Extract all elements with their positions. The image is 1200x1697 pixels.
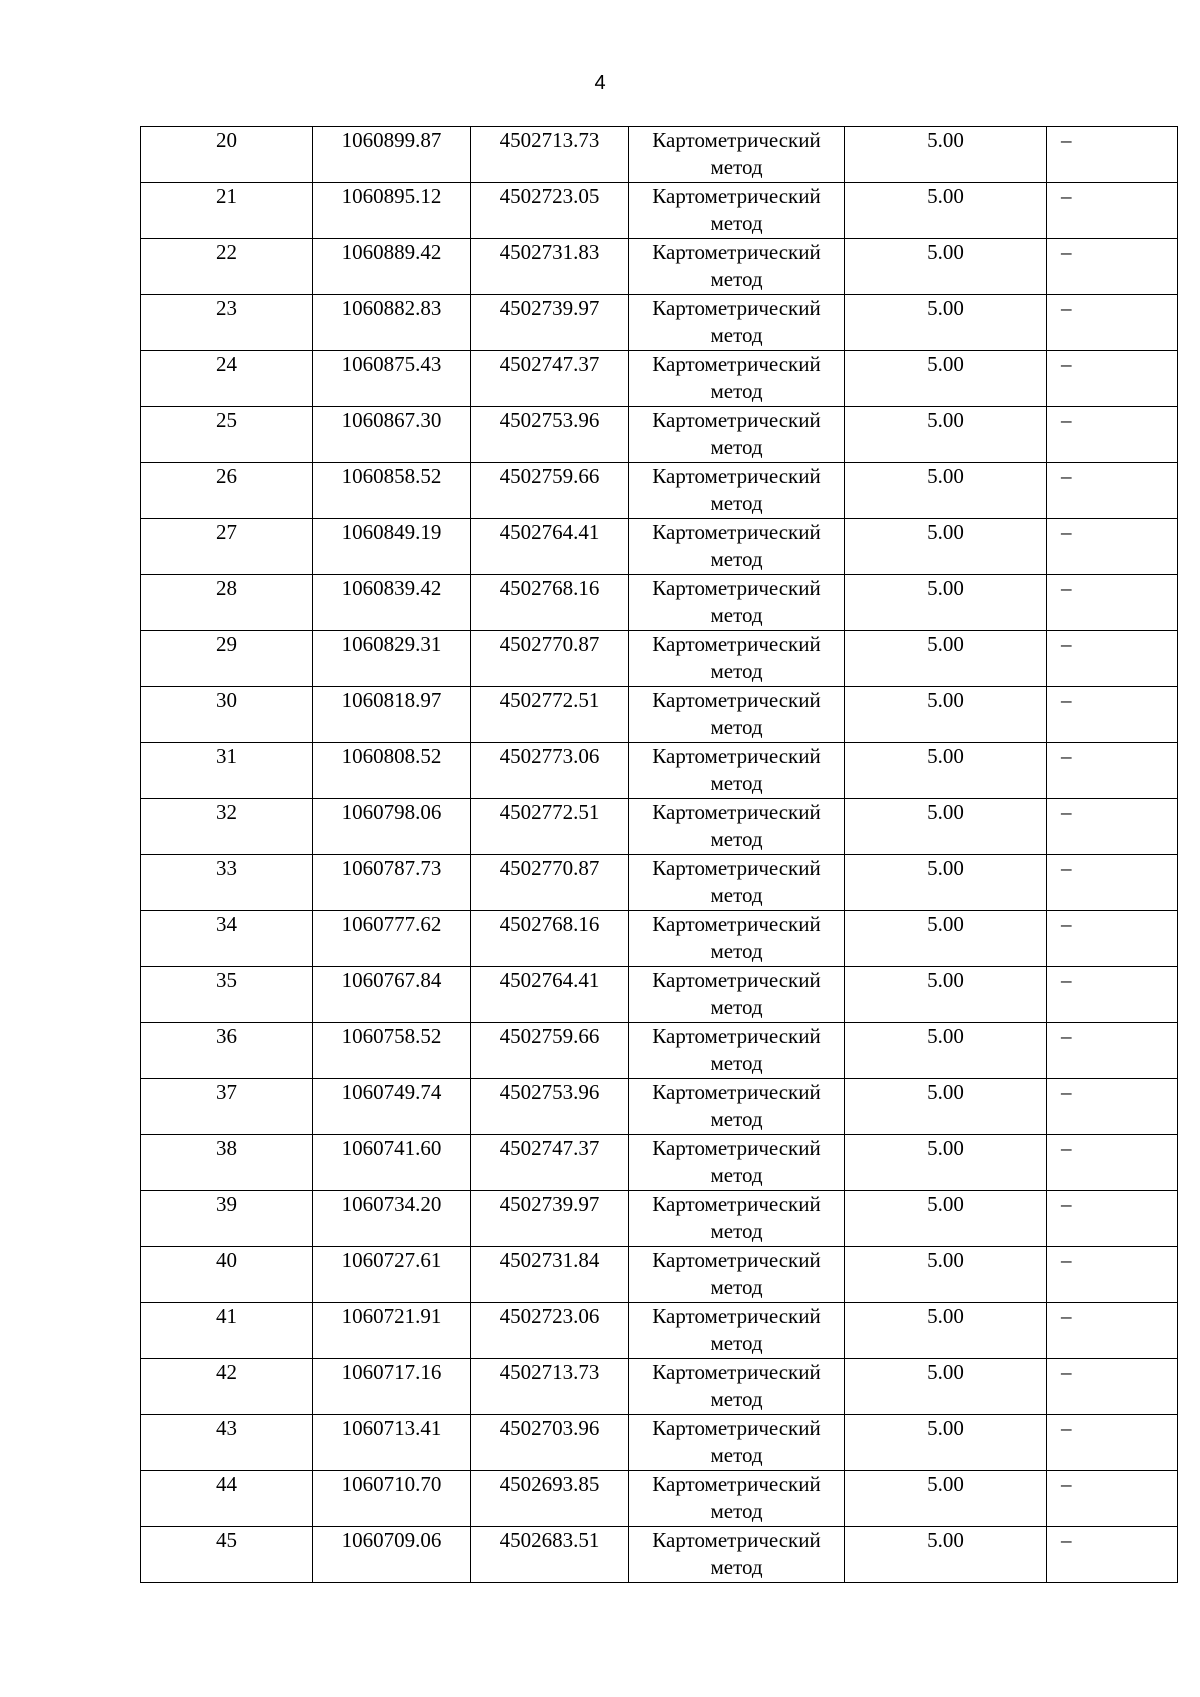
note-cell: –: [1047, 1303, 1178, 1359]
method-line-1: Картометрический: [652, 184, 821, 208]
method-cell: [629, 687, 845, 743]
method-line-1: Картометрический: [652, 464, 821, 488]
method-cell: [629, 799, 845, 855]
x-coordinate-cell: 1060818.97: [313, 687, 471, 743]
x-coordinate-cell: 1060895.12: [313, 183, 471, 239]
method-line-1: Картометрический: [652, 968, 821, 992]
note-cell: –: [1047, 463, 1178, 519]
point-number-cell: 38: [141, 1135, 313, 1191]
note-cell: –: [1047, 687, 1178, 743]
table-row: [141, 911, 1178, 967]
accuracy-cell: 5.00: [845, 351, 1047, 407]
y-coordinate-cell: 4502772.51: [471, 687, 629, 743]
accuracy-cell: 5.00: [845, 687, 1047, 743]
note-cell: –: [1047, 1079, 1178, 1135]
accuracy-cell: 5.00: [845, 799, 1047, 855]
method-cell: [629, 519, 845, 575]
table-row: [141, 127, 1178, 183]
table-row: [141, 1527, 1178, 1583]
accuracy-cell: 5.00: [845, 1471, 1047, 1527]
method-line-1: Картометрический: [652, 1024, 821, 1048]
accuracy-cell: 5.00: [845, 407, 1047, 463]
method-cell: [629, 295, 845, 351]
method-line-1: Картометрический: [652, 240, 821, 264]
x-coordinate-cell: 1060710.70: [313, 1471, 471, 1527]
point-number-cell: 25: [141, 407, 313, 463]
point-number-cell: 23: [141, 295, 313, 351]
note-cell: –: [1047, 1359, 1178, 1415]
point-number-cell: 30: [141, 687, 313, 743]
x-coordinate-cell: 1060727.61: [313, 1247, 471, 1303]
x-coordinate-cell: 1060839.42: [313, 575, 471, 631]
x-coordinate-cell: 1060713.41: [313, 1415, 471, 1471]
table-row: [141, 351, 1178, 407]
accuracy-cell: 5.00: [845, 1527, 1047, 1583]
point-number-cell: 37: [141, 1079, 313, 1135]
method-line-2: метод: [710, 155, 763, 179]
method-cell: [629, 855, 845, 911]
x-coordinate-cell: 1060767.84: [313, 967, 471, 1023]
note-cell: –: [1047, 743, 1178, 799]
method-line-1: Картометрический: [652, 856, 821, 880]
method-cell: [629, 1471, 845, 1527]
x-coordinate-cell: 1060741.60: [313, 1135, 471, 1191]
method-cell: [629, 1023, 845, 1079]
accuracy-cell: 5.00: [845, 855, 1047, 911]
note-cell: –: [1047, 127, 1178, 183]
method-line-2: метод: [710, 211, 763, 235]
method-line-2: метод: [710, 995, 763, 1019]
note-cell: –: [1047, 1471, 1178, 1527]
method-cell: [629, 351, 845, 407]
point-number-cell: 39: [141, 1191, 313, 1247]
table-row: [141, 855, 1178, 911]
x-coordinate-cell: 1060777.62: [313, 911, 471, 967]
y-coordinate-cell: 4502683.51: [471, 1527, 629, 1583]
note-cell: –: [1047, 799, 1178, 855]
table-row: [141, 799, 1178, 855]
accuracy-cell: 5.00: [845, 575, 1047, 631]
method-cell: [629, 1247, 845, 1303]
y-coordinate-cell: 4502759.66: [471, 463, 629, 519]
method-line-1: Картометрический: [652, 800, 821, 824]
y-coordinate-cell: 4502731.83: [471, 239, 629, 295]
table-row: [141, 519, 1178, 575]
method-cell: [629, 463, 845, 519]
method-line-2: метод: [710, 1387, 763, 1411]
y-coordinate-cell: 4502759.66: [471, 1023, 629, 1079]
accuracy-cell: 5.00: [845, 463, 1047, 519]
method-line-1: Картометрический: [652, 1472, 821, 1496]
accuracy-cell: 5.00: [845, 1303, 1047, 1359]
y-coordinate-cell: 4502768.16: [471, 911, 629, 967]
method-line-1: Картометрический: [652, 352, 821, 376]
accuracy-cell: 5.00: [845, 295, 1047, 351]
method-cell: [629, 1079, 845, 1135]
table-row: [141, 1415, 1178, 1471]
note-cell: –: [1047, 1527, 1178, 1583]
table-row: [141, 295, 1178, 351]
x-coordinate-cell: 1060808.52: [313, 743, 471, 799]
table-row: [141, 687, 1178, 743]
x-coordinate-cell: 1060882.83: [313, 295, 471, 351]
accuracy-cell: 5.00: [845, 911, 1047, 967]
note-cell: –: [1047, 407, 1178, 463]
accuracy-cell: 5.00: [845, 1415, 1047, 1471]
method-line-2: метод: [710, 1163, 763, 1187]
x-coordinate-cell: 1060787.73: [313, 855, 471, 911]
table-row: [141, 1247, 1178, 1303]
point-number-cell: 45: [141, 1527, 313, 1583]
page-number: 4: [594, 72, 606, 94]
x-coordinate-cell: 1060758.52: [313, 1023, 471, 1079]
table-row: [141, 1359, 1178, 1415]
method-cell: [629, 1527, 845, 1583]
table-row: [141, 631, 1178, 687]
note-cell: –: [1047, 1247, 1178, 1303]
method-line-2: метод: [710, 1499, 763, 1523]
method-line-2: метод: [710, 603, 763, 627]
note-cell: –: [1047, 1191, 1178, 1247]
y-coordinate-cell: 4502731.84: [471, 1247, 629, 1303]
table-row: [141, 183, 1178, 239]
accuracy-cell: 5.00: [845, 631, 1047, 687]
method-line-2: метод: [710, 491, 763, 515]
y-coordinate-cell: 4502747.37: [471, 351, 629, 407]
method-line-2: метод: [710, 1443, 763, 1467]
method-cell: [629, 911, 845, 967]
method-cell: [629, 183, 845, 239]
y-coordinate-cell: 4502773.06: [471, 743, 629, 799]
y-coordinate-cell: 4502703.96: [471, 1415, 629, 1471]
method-cell: [629, 127, 845, 183]
method-line-2: метод: [710, 1331, 763, 1355]
x-coordinate-cell: 1060849.19: [313, 519, 471, 575]
accuracy-cell: 5.00: [845, 1023, 1047, 1079]
method-line-1: Картометрический: [652, 1136, 821, 1160]
method-line-1: Картометрический: [652, 1416, 821, 1440]
x-coordinate-cell: 1060867.30: [313, 407, 471, 463]
point-number-cell: 36: [141, 1023, 313, 1079]
point-number-cell: 35: [141, 967, 313, 1023]
y-coordinate-cell: 4502764.41: [471, 967, 629, 1023]
method-line-2: метод: [710, 435, 763, 459]
note-cell: –: [1047, 519, 1178, 575]
method-cell: [629, 239, 845, 295]
y-coordinate-cell: 4502753.96: [471, 1079, 629, 1135]
accuracy-cell: 5.00: [845, 1079, 1047, 1135]
y-coordinate-cell: 4502739.97: [471, 295, 629, 351]
method-line-2: метод: [710, 547, 763, 571]
y-coordinate-cell: 4502770.87: [471, 631, 629, 687]
table-row: [141, 407, 1178, 463]
coordinates-table-body: [141, 127, 1178, 1583]
method-cell: [629, 967, 845, 1023]
note-cell: –: [1047, 295, 1178, 351]
point-number-cell: 20: [141, 127, 313, 183]
method-line-2: метод: [710, 379, 763, 403]
point-number-cell: 43: [141, 1415, 313, 1471]
point-number-cell: 44: [141, 1471, 313, 1527]
x-coordinate-cell: 1060749.74: [313, 1079, 471, 1135]
accuracy-cell: 5.00: [845, 967, 1047, 1023]
y-coordinate-cell: 4502723.05: [471, 183, 629, 239]
table-row: [141, 743, 1178, 799]
accuracy-cell: 5.00: [845, 1359, 1047, 1415]
point-number-cell: 27: [141, 519, 313, 575]
method-line-1: Картометрический: [652, 1080, 821, 1104]
accuracy-cell: 5.00: [845, 519, 1047, 575]
point-number-cell: 28: [141, 575, 313, 631]
note-cell: –: [1047, 967, 1178, 1023]
method-line-1: Картометрический: [652, 408, 821, 432]
table-row: [141, 967, 1178, 1023]
accuracy-cell: 5.00: [845, 1191, 1047, 1247]
point-number-cell: 42: [141, 1359, 313, 1415]
y-coordinate-cell: 4502747.37: [471, 1135, 629, 1191]
method-line-2: метод: [710, 715, 763, 739]
y-coordinate-cell: 4502772.51: [471, 799, 629, 855]
note-cell: –: [1047, 1415, 1178, 1471]
note-cell: –: [1047, 351, 1178, 407]
table-row: [141, 1303, 1178, 1359]
note-cell: –: [1047, 1023, 1178, 1079]
method-line-2: метод: [710, 827, 763, 851]
method-cell: [629, 407, 845, 463]
method-line-1: Картометрический: [652, 576, 821, 600]
method-line-1: Картометрический: [652, 688, 821, 712]
method-cell: [629, 1415, 845, 1471]
x-coordinate-cell: 1060798.06: [313, 799, 471, 855]
point-number-cell: 34: [141, 911, 313, 967]
y-coordinate-cell: 4502770.87: [471, 855, 629, 911]
point-number-cell: 22: [141, 239, 313, 295]
method-line-1: Картометрический: [652, 1248, 821, 1272]
y-coordinate-cell: 4502723.06: [471, 1303, 629, 1359]
coordinates-table: [140, 126, 1178, 1583]
point-number-cell: 29: [141, 631, 313, 687]
method-line-1: Картометрический: [652, 1192, 821, 1216]
method-line-2: метод: [710, 267, 763, 291]
method-line-2: метод: [710, 1051, 763, 1075]
method-line-1: Картометрический: [652, 1304, 821, 1328]
method-cell: [629, 1135, 845, 1191]
y-coordinate-cell: 4502768.16: [471, 575, 629, 631]
note-cell: –: [1047, 1135, 1178, 1191]
point-number-cell: 26: [141, 463, 313, 519]
accuracy-cell: 5.00: [845, 1247, 1047, 1303]
x-coordinate-cell: 1060899.87: [313, 127, 471, 183]
method-line-1: Картометрический: [652, 912, 821, 936]
table-row: [141, 463, 1178, 519]
x-coordinate-cell: 1060889.42: [313, 239, 471, 295]
method-cell: [629, 743, 845, 799]
table-row: [141, 1023, 1178, 1079]
y-coordinate-cell: 4502739.97: [471, 1191, 629, 1247]
accuracy-cell: 5.00: [845, 743, 1047, 799]
note-cell: –: [1047, 855, 1178, 911]
method-line-2: метод: [710, 883, 763, 907]
y-coordinate-cell: 4502764.41: [471, 519, 629, 575]
method-line-2: метод: [710, 1555, 763, 1579]
note-cell: –: [1047, 631, 1178, 687]
method-cell: [629, 575, 845, 631]
y-coordinate-cell: 4502713.73: [471, 127, 629, 183]
method-line-1: Картометрический: [652, 632, 821, 656]
method-line-2: метод: [710, 771, 763, 795]
method-cell: [629, 1359, 845, 1415]
point-number-cell: 32: [141, 799, 313, 855]
table-row: [141, 239, 1178, 295]
note-cell: –: [1047, 911, 1178, 967]
y-coordinate-cell: 4502693.85: [471, 1471, 629, 1527]
method-cell: [629, 1191, 845, 1247]
x-coordinate-cell: 1060875.43: [313, 351, 471, 407]
method-line-1: Картометрический: [652, 520, 821, 544]
x-coordinate-cell: 1060829.31: [313, 631, 471, 687]
point-number-cell: 21: [141, 183, 313, 239]
table-row: [141, 1135, 1178, 1191]
point-number-cell: 24: [141, 351, 313, 407]
note-cell: –: [1047, 183, 1178, 239]
method-line-2: метод: [710, 1219, 763, 1243]
method-line-1: Картометрический: [652, 1360, 821, 1384]
method-line-1: Картометрический: [652, 128, 821, 152]
x-coordinate-cell: 1060709.06: [313, 1527, 471, 1583]
method-cell: [629, 1303, 845, 1359]
table-row: [141, 1471, 1178, 1527]
point-number-cell: 40: [141, 1247, 313, 1303]
x-coordinate-cell: 1060721.91: [313, 1303, 471, 1359]
point-number-cell: 41: [141, 1303, 313, 1359]
method-line-1: Картометрический: [652, 1528, 821, 1552]
method-line-1: Картометрический: [652, 744, 821, 768]
method-line-2: метод: [710, 659, 763, 683]
y-coordinate-cell: 4502713.73: [471, 1359, 629, 1415]
y-coordinate-cell: 4502753.96: [471, 407, 629, 463]
accuracy-cell: 5.00: [845, 183, 1047, 239]
table-row: [141, 1191, 1178, 1247]
note-cell: –: [1047, 239, 1178, 295]
note-cell: –: [1047, 575, 1178, 631]
x-coordinate-cell: 1060717.16: [313, 1359, 471, 1415]
x-coordinate-cell: 1060734.20: [313, 1191, 471, 1247]
method-cell: [629, 631, 845, 687]
method-line-2: метод: [710, 323, 763, 347]
x-coordinate-cell: 1060858.52: [313, 463, 471, 519]
accuracy-cell: 5.00: [845, 239, 1047, 295]
point-number-cell: 31: [141, 743, 313, 799]
table-row: [141, 1079, 1178, 1135]
method-line-2: метод: [710, 1275, 763, 1299]
accuracy-cell: 5.00: [845, 1135, 1047, 1191]
method-line-2: метод: [710, 939, 763, 963]
accuracy-cell: 5.00: [845, 127, 1047, 183]
method-line-1: Картометрический: [652, 296, 821, 320]
table-row: [141, 575, 1178, 631]
point-number-cell: 33: [141, 855, 313, 911]
method-line-2: метод: [710, 1107, 763, 1131]
